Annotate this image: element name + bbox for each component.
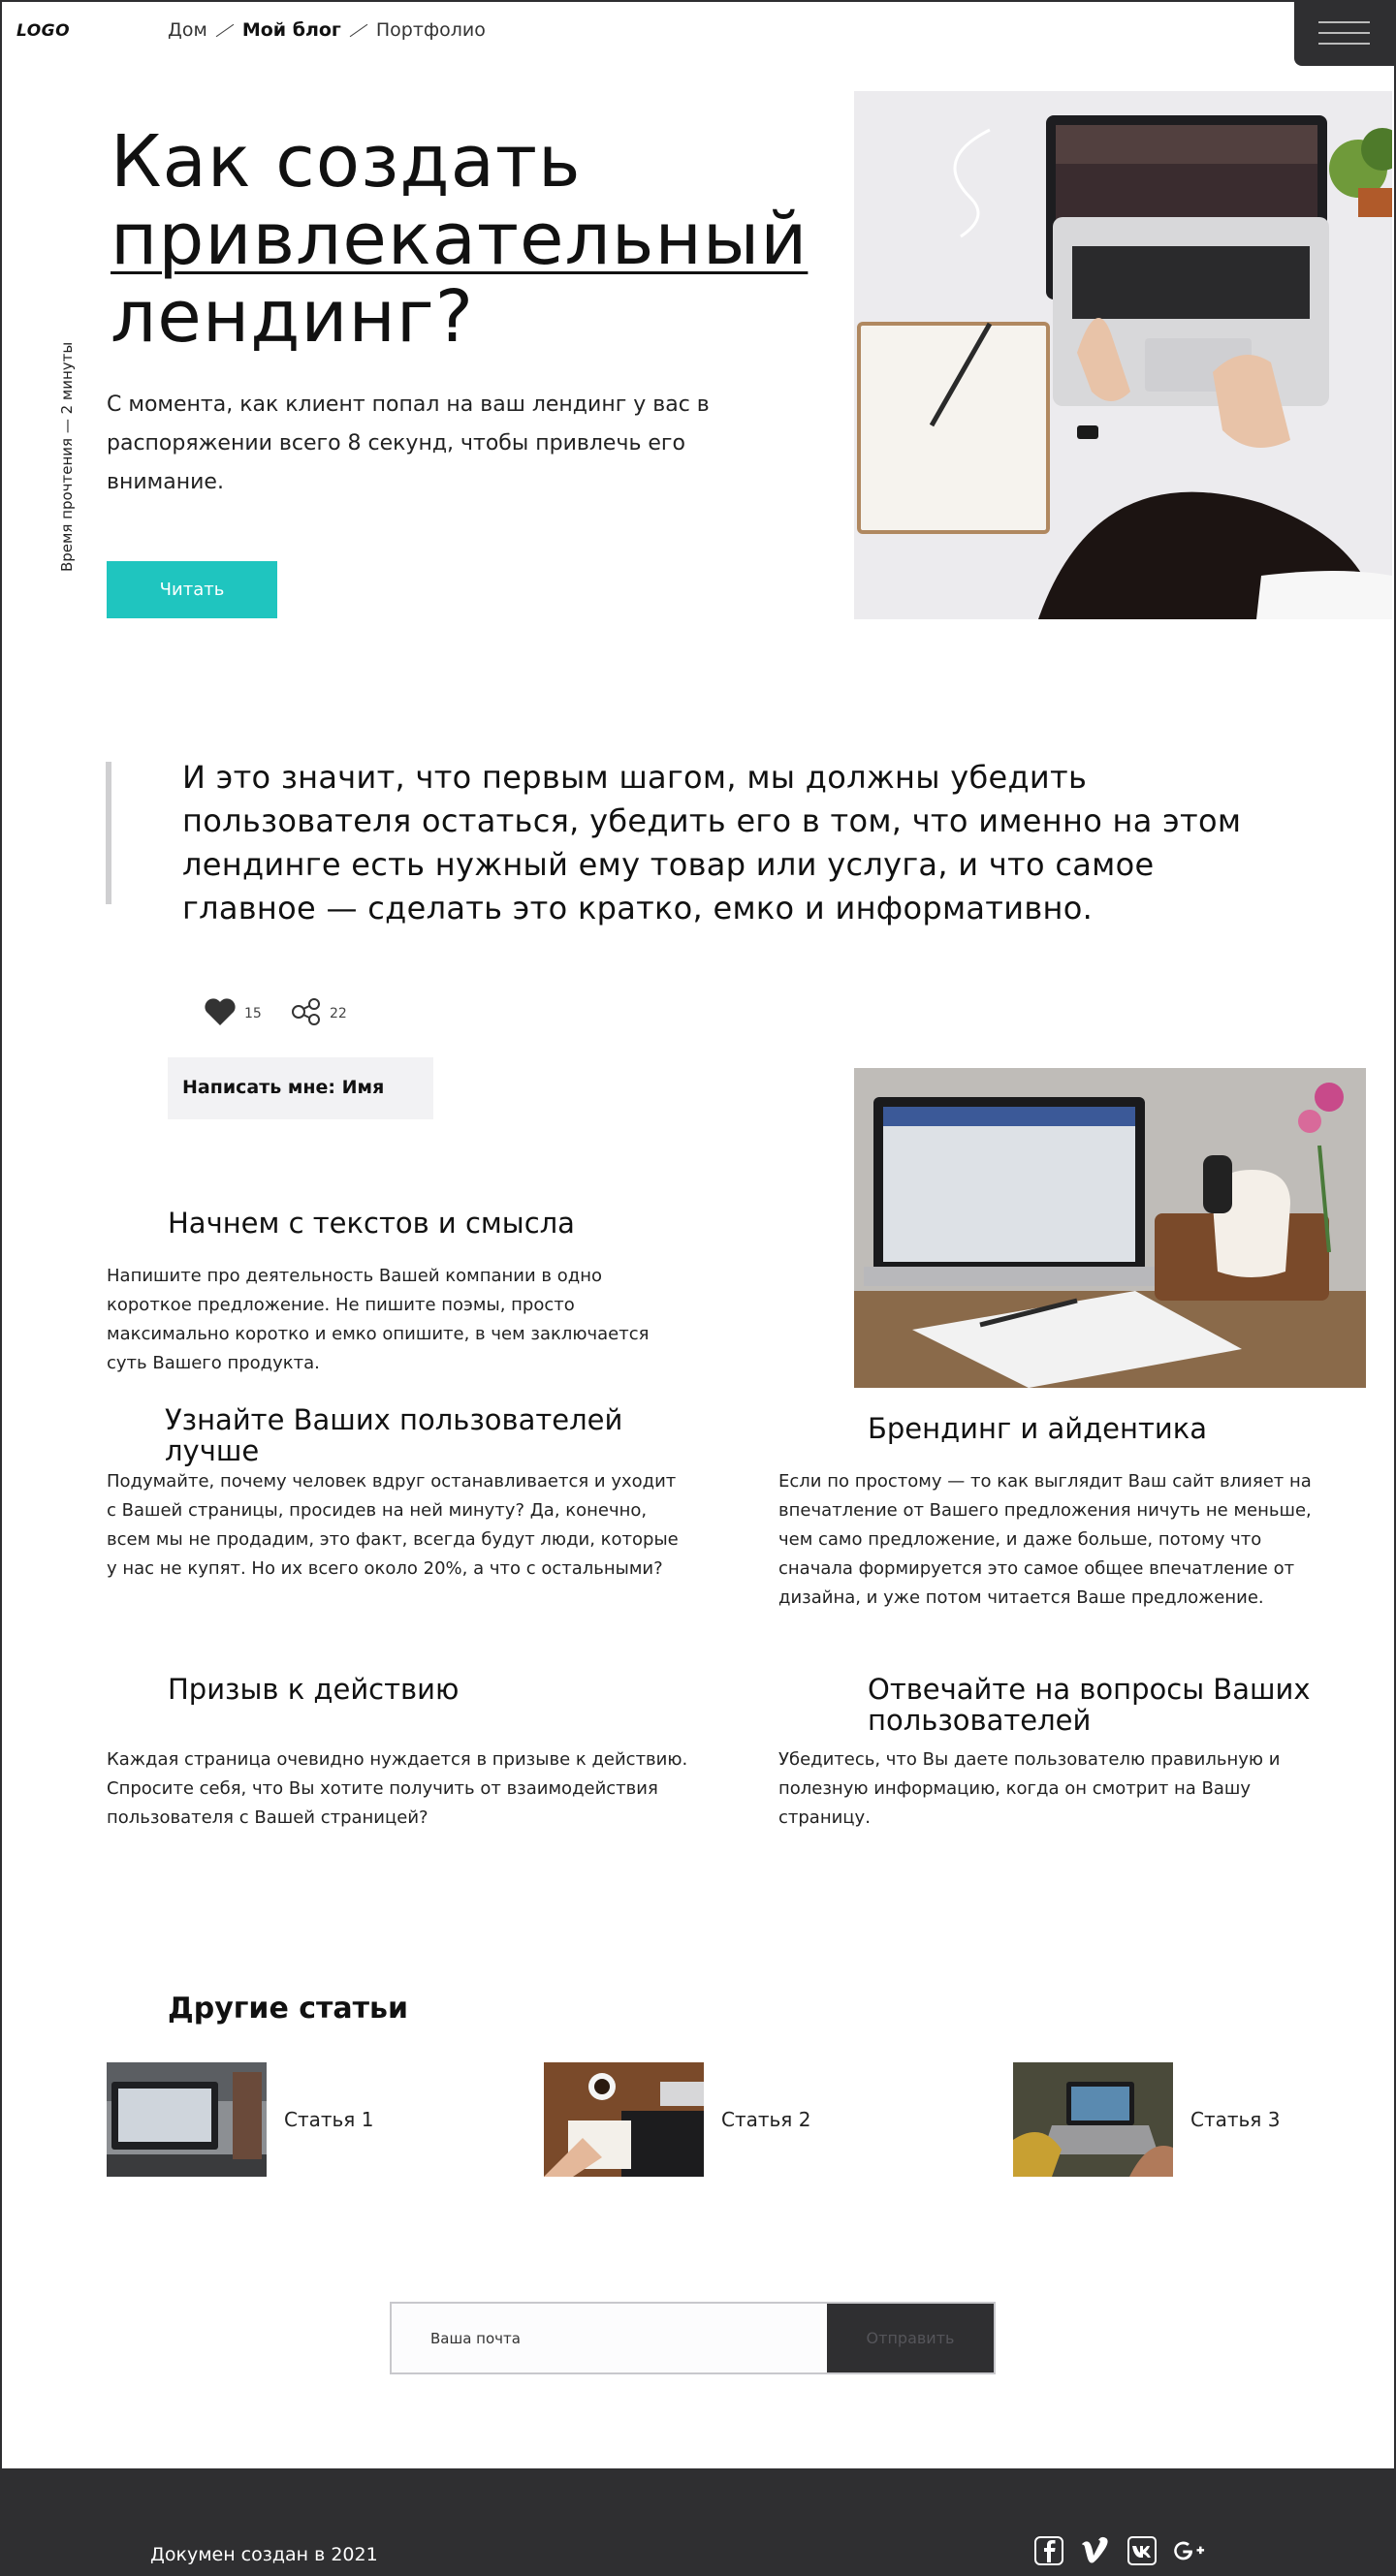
likes-stat[interactable] [204, 997, 262, 1030]
heart-icon [204, 997, 237, 1030]
breadcrumb [168, 19, 486, 41]
logo[interactable]: LOGO [16, 21, 71, 41]
breadcrumb-home[interactable]: Дом [168, 19, 207, 41]
article-card[interactable] [544, 2062, 810, 2177]
facebook-icon[interactable] [1032, 2534, 1065, 2567]
email-input[interactable] [392, 2304, 827, 2372]
breadcrumb-separator [350, 23, 368, 36]
vimeo-icon[interactable] [1079, 2534, 1112, 2567]
social-links [1032, 2534, 1205, 2567]
article-thumbnail[interactable] [544, 2062, 704, 2177]
menu-icon-line [1318, 32, 1370, 34]
menu-icon-line [1318, 43, 1370, 45]
section-title: Отвечайте на вопросы Ваших пользователей [868, 1673, 1311, 1737]
section-title: Призыв к действию [168, 1673, 460, 1706]
section-text: Если по простому — то как выглядит Ваш сайт влияет на впечатление от Вашего предложения ничуть не меньше, чем само предложение, и даже больше, потому что сначала формируется это самое общее впечатление от дизайна, и уже потом читается Ваше предложение. [778, 1471, 1312, 1608]
menu-button[interactable] [1294, 2, 1394, 66]
breadcrumb-separator [216, 23, 235, 36]
section-text: Каждая страница очевидно нуждается в призыве к действию. Спросите себя, что Вы хотите получить от взаимодействия пользователя с Вашей страницей? [107, 1749, 688, 1828]
share-icon [291, 997, 322, 1030]
blockquote: И это значит, что первым шагом, мы должны убедить пользователя остаться, убедить его в том, что именно на этом лендинге есть нужный ему товар или услуга, и что самое главное — сделать это кратко, емко и информативно. [182, 759, 1242, 927]
breadcrumb-blog[interactable]: Мой блог [241, 19, 341, 41]
article-thumbnail[interactable] [107, 2062, 267, 2177]
read-button[interactable]: Читать [107, 561, 277, 618]
hero-image [854, 91, 1392, 619]
section-title: Узнайте Ваших пользователей лучше [165, 1403, 623, 1467]
section-text: Убедитесь, что Вы даете пользователю правильную и полезную информацию, когда он смотрит на Вашу страницу. [778, 1749, 1281, 1828]
read-time: Время прочтения — 2 минуты [58, 341, 76, 572]
section-title: Начнем с текстов и смысла [168, 1207, 575, 1240]
section-title: Брендинг и айдентика [868, 1412, 1207, 1445]
send-button[interactable]: Отправить [827, 2304, 994, 2372]
quote-bar [106, 762, 111, 904]
section-text: Подумайте, почему человек вдруг останавливается и уходит с Вашей страницы, просидев на ней минуту? Да, конечно, всем мы не продадим, это факт, всегда будут люди, которые у нас не купят. Но их всего около 20%, а что с остальными? [107, 1471, 679, 1579]
subscribe-form [390, 2302, 996, 2374]
article-link[interactable]: Статья 3 [1190, 2108, 1281, 2131]
menu-icon-line [1318, 21, 1370, 23]
likes-count: 15 [244, 1006, 262, 1021]
breadcrumb-portfolio[interactable]: Портфолио [375, 19, 486, 41]
title-line: Как создать [111, 120, 582, 204]
article-link[interactable]: Статья 1 [284, 2108, 374, 2131]
title-line-underlined: привлекательный [111, 198, 809, 281]
article-link[interactable]: Статья 2 [721, 2108, 811, 2131]
shares-stat[interactable] [291, 997, 347, 1030]
laptop-desk-image [854, 1068, 1366, 1388]
article-card[interactable] [107, 2062, 373, 2177]
vk-icon[interactable] [1126, 2534, 1158, 2567]
section-text: Напишите про деятельность Вашей компании в одно короткое предложение. Не пишите поэмы, просто максимально коротко и емко опишите, в чем заключается суть Вашего продукта. [107, 1266, 650, 1373]
write-me-button[interactable]: Написать мне: Имя [168, 1057, 433, 1119]
google-plus-icon[interactable] [1172, 2534, 1205, 2567]
copyright: Докумен создан в 2021 [150, 2544, 378, 2565]
page-title [111, 120, 809, 359]
hero-lead: С момента, как клиент попал на ваш лендинг у вас в распоряжении всего 8 секунд, чтобы привлечь его внимание. [107, 393, 710, 494]
footer [0, 2468, 1396, 2576]
article-thumbnail[interactable] [1013, 2062, 1173, 2177]
other-articles-title: Другие статьи [168, 1992, 409, 2026]
title-line: лендинг? [111, 275, 475, 359]
shares-count: 22 [330, 1006, 347, 1021]
article-card[interactable] [1013, 2062, 1280, 2177]
